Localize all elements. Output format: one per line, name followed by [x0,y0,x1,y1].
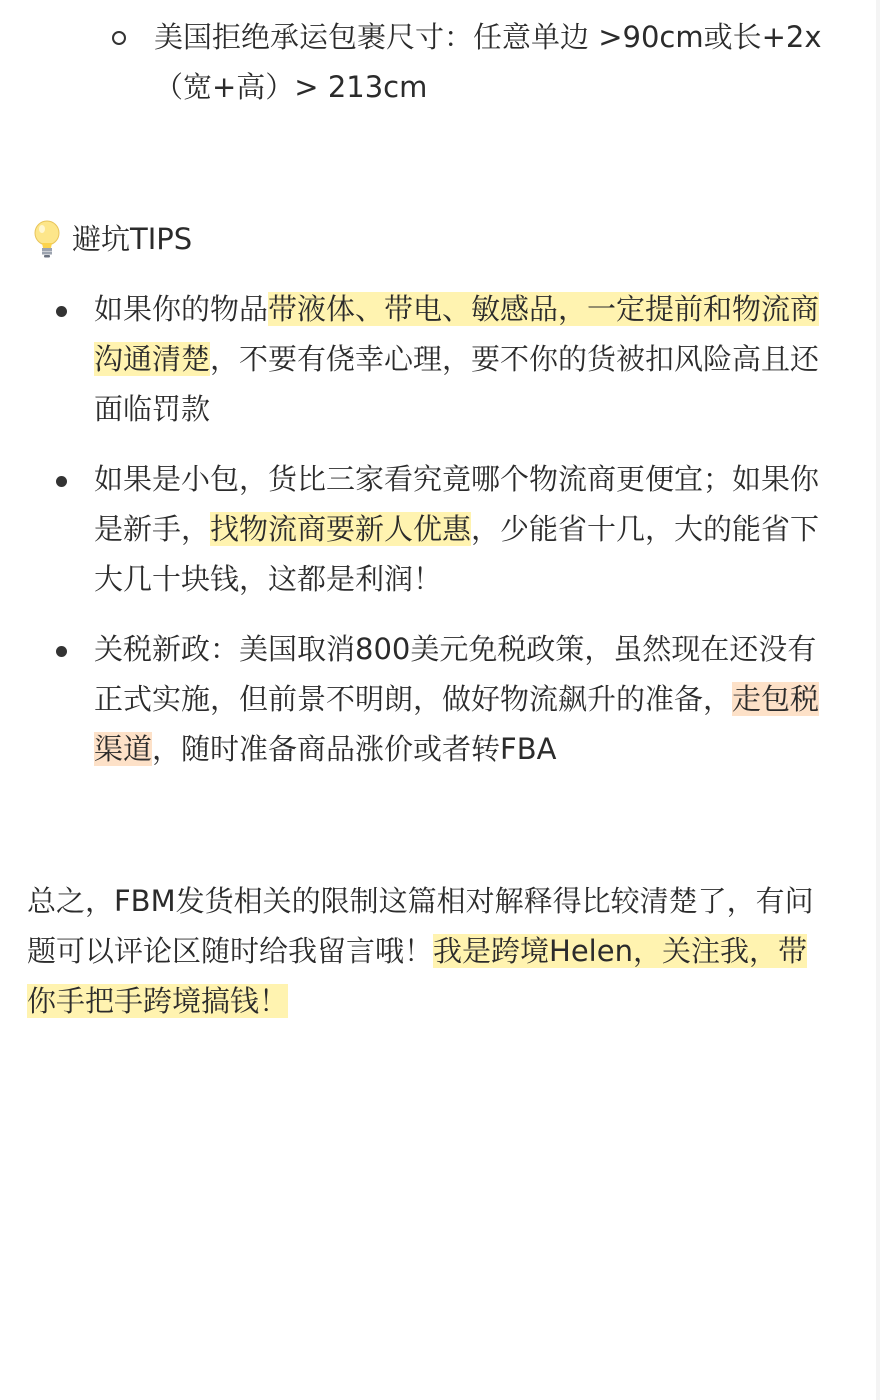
summary-paragraph [27,876,817,1026]
disc-bullet-icon [56,306,67,317]
tip-text: 关税新政：美国取消800美元免税政策，虽然现在还没有正式实施，但前景不明朗，做好物流飙升的准备， [94,632,817,716]
tips-heading [28,214,192,264]
scrollbar-track[interactable] [876,0,880,1400]
lightbulb-icon [28,214,68,264]
tips-heading-text: 避坑TIPS [72,222,193,256]
tip-text: ，不要有侥幸心理，要不你的货被扣风险高且还面临罚款 [94,342,820,426]
summary-highlight: 我是跨境Helen，关注我，带你手把手跨境搞钱！ [27,934,807,1018]
tip-item-2 [94,454,824,604]
tip-item-1 [94,284,824,434]
tip-highlight: 带液体、带电、敏感品，一定提前和物流商沟通清楚 [94,292,820,376]
tip-text: 如果是小包，货比三家看究竟哪个物流商更便宜；如果你是新手， [94,462,820,546]
sub-list-item-text: 美国拒绝承运包裹尺寸：任意单边 >90cm或长+2x（宽+高）> 213cm [154,20,822,104]
tip-text: 如果你的物品 [94,292,269,326]
tip-text: ，少能省十几，大的能省下大几十块钱，这都是利润！ [94,512,820,596]
disc-bullet-icon [56,476,67,487]
tip-highlight: 走包税渠道 [94,682,820,766]
summary-text: 总之，FBM发货相关的限制这篇相对解释得比较清楚了，有问题可以评论区随时给我留言哦！ [27,884,814,968]
disc-bullet-icon [56,646,67,657]
tip-text: ，随时准备商品涨价或者转FBA [152,732,557,766]
tip-highlight: 找物流商要新人优惠 [210,512,472,546]
sub-list-item [154,12,844,112]
hollow-bullet-icon [112,31,126,45]
tip-item-3 [94,624,824,774]
